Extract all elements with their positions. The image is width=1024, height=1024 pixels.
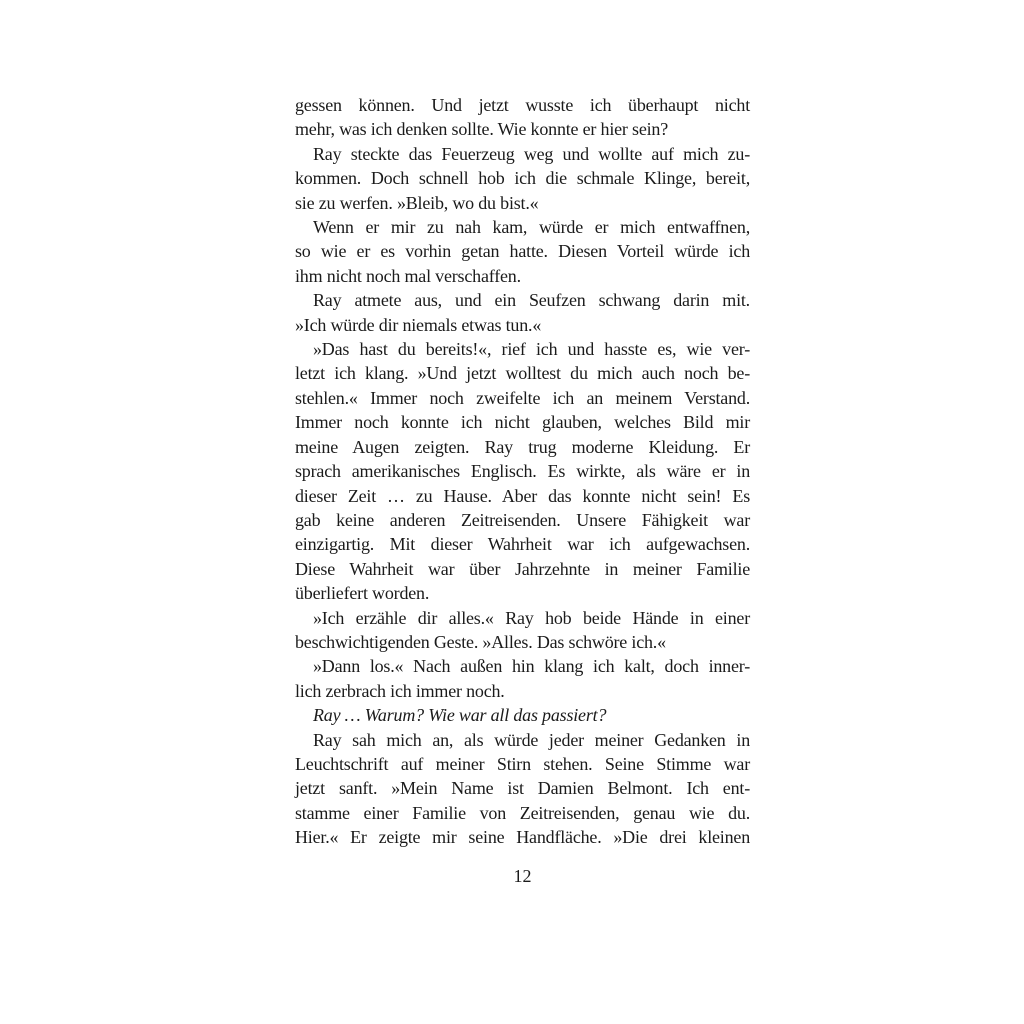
- text-line: »Ich erzähle dir alles.« Ray hob beide Hände in einer: [313, 607, 750, 628]
- text-line: letzt ich klang. »Und jetzt wolltest du mich auch noch be-: [295, 363, 750, 384]
- page-text-block: [295, 93, 750, 850]
- text-line: lich zerbrach ich immer noch.: [295, 680, 505, 701]
- text-line: stamme einer Familie von Zeitreisenden, genau wie du.: [295, 802, 750, 823]
- text-line: »Ich würde dir niemals etwas tun.«: [295, 314, 542, 335]
- text-line: Leuchtschrift auf meiner Stirn stehen. Seine Stimme war: [295, 753, 750, 774]
- text-line: sprach amerikanisches Englisch. Es wirkte, als wäre er in: [295, 461, 750, 482]
- text-line: Wenn er mir zu nah kam, würde er mich entwaffnen,: [313, 217, 750, 238]
- text-line: mehr, was ich denken sollte. Wie konnte er hier sein?: [295, 119, 668, 140]
- text-line: Ray atmete aus, und ein Seufzen schwang darin mit.: [313, 290, 750, 311]
- text-line: Ray … Warum? Wie war all das passiert?: [313, 705, 607, 726]
- page-number: 12: [513, 866, 532, 886]
- text-line: Ray sah mich an, als würde jeder meiner Gedanken in: [313, 729, 750, 750]
- text-line: gab keine anderen Zeitreisenden. Unsere Fähigkeit war: [295, 509, 750, 530]
- text-line: kommen. Doch schnell hob ich die schmale Klinge, bereit,: [295, 168, 750, 189]
- text-line: so wie er es vorhin getan hatte. Diesen Vorteil würde ich: [295, 241, 750, 262]
- text-line: sie zu werfen. »Bleib, wo du bist.«: [295, 192, 539, 213]
- text-line: Hier.« Er zeigte mir seine Handfläche. »Die drei kleinen: [295, 827, 750, 848]
- text-line: einzigartig. Mit dieser Wahrheit war ich aufgewachsen.: [295, 534, 750, 555]
- text-line: Ray steckte das Feuerzeug weg und wollte auf mich zu-: [313, 143, 750, 164]
- text-line: gessen können. Und jetzt wusste ich überhaupt nicht: [295, 95, 750, 115]
- text-line: meine Augen zeigten. Ray trug moderne Kleidung. Er: [295, 436, 750, 457]
- text-line: überliefert worden.: [295, 583, 430, 604]
- text-line: »Das hast du bereits!«, rief ich und hasste es, wie ver-: [313, 339, 750, 360]
- text-line: dieser Zeit … zu Hause. Aber das konnte nicht sein! Es: [295, 485, 750, 506]
- text-line: stehlen.« Immer noch zweifelte ich an meinem Verstand.: [295, 387, 750, 408]
- text-line: jetzt sanft. »Mein Name ist Damien Belmont. Ich ent-: [295, 778, 750, 799]
- text-line: beschwichtigenden Geste. »Alles. Das schwöre ich.«: [295, 631, 666, 652]
- text-line: Diese Wahrheit war über Jahrzehnte in meiner Familie: [295, 558, 750, 579]
- text-line: ihm nicht noch mal verschaffen.: [295, 265, 521, 286]
- text-line: »Dann los.« Nach außen hin klang ich kalt, doch inner-: [313, 656, 750, 677]
- text-line: Immer noch konnte ich nicht glauben, welches Bild mir: [295, 412, 750, 433]
